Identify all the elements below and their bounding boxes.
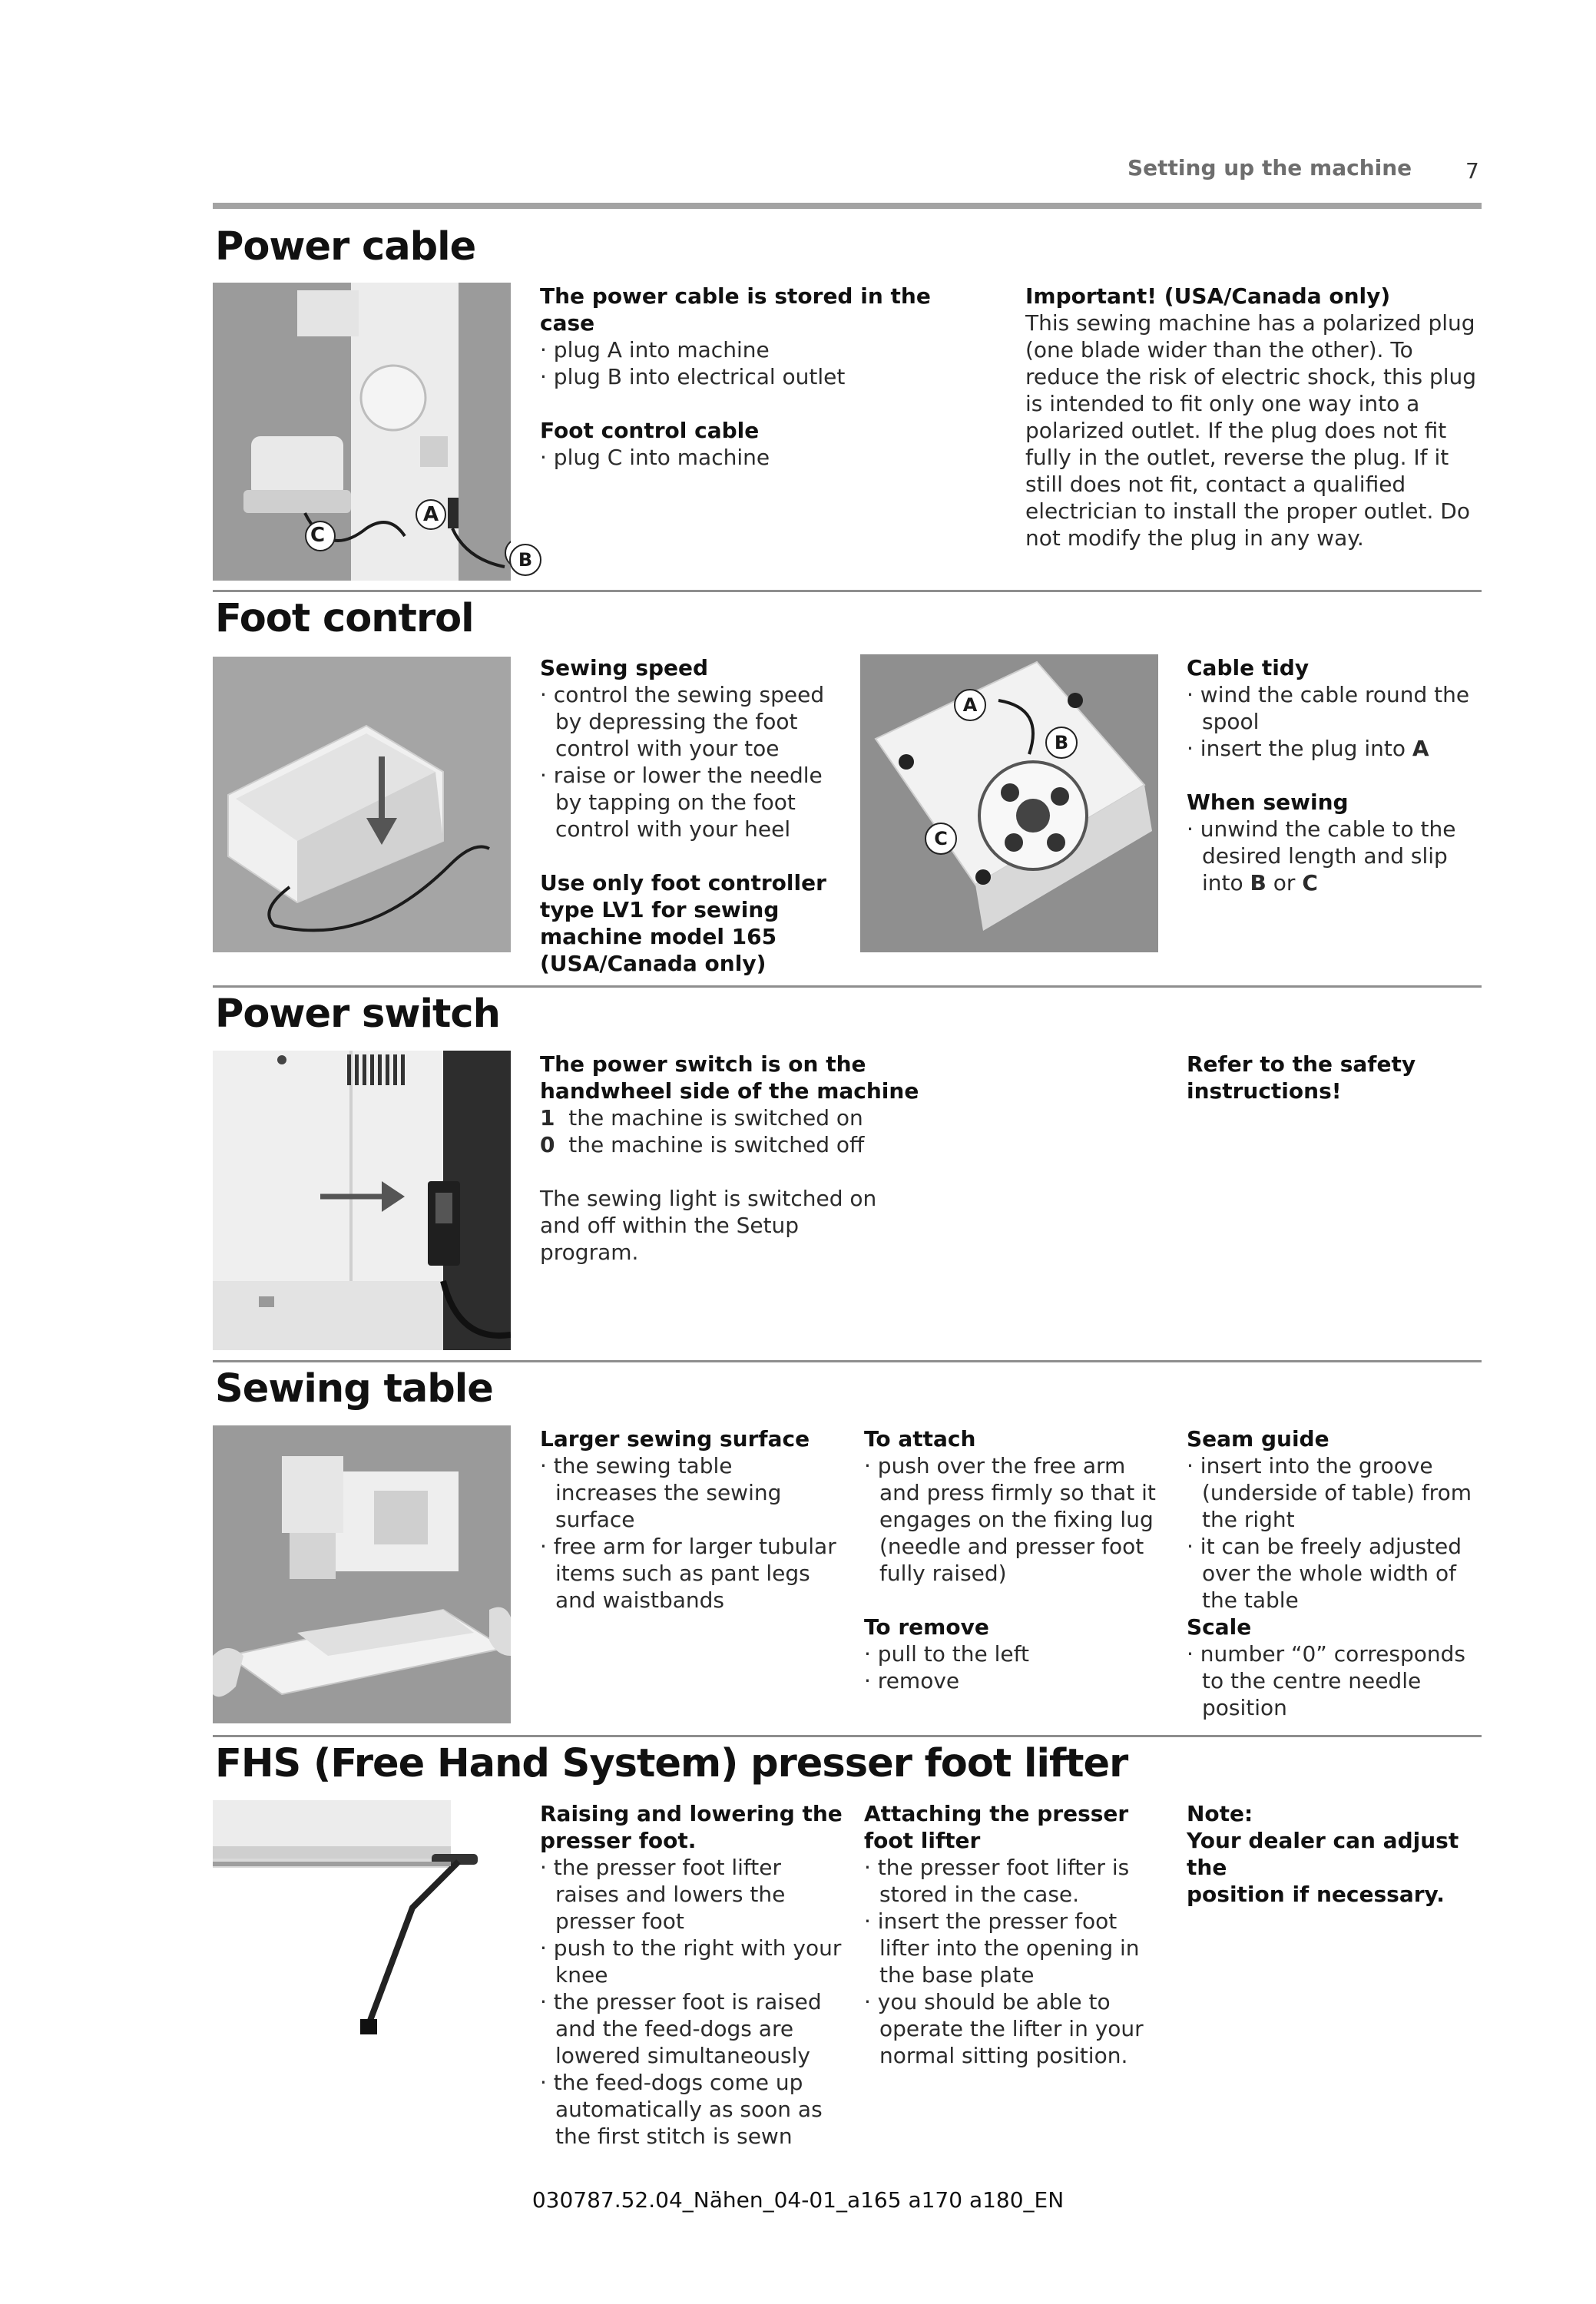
plug-a-label: A bbox=[1412, 736, 1429, 761]
sewing-speed bbox=[540, 654, 839, 977]
text-line: still does not fit, contact a qualified bbox=[1025, 472, 1406, 497]
section-title-foot-control: Foot control bbox=[215, 596, 474, 641]
fhs-photo bbox=[213, 1800, 511, 2035]
foot-cable-heading: Foot control cable bbox=[540, 418, 760, 443]
use-only-line: (USA/Canada only) bbox=[540, 951, 767, 976]
item-text: · unwind the cable to the desired length and slip into bbox=[1187, 816, 1456, 895]
note-line: Your dealer can adjust the bbox=[1187, 1828, 1459, 1880]
list-item: · wind the cable round the spool bbox=[1187, 682, 1470, 734]
list-item: · the feed-dogs come up automatically as soon as the first stitch is sewn bbox=[540, 2070, 823, 2149]
photo-label-c: C bbox=[310, 524, 326, 547]
photo-label-a: A bbox=[423, 503, 439, 526]
state-number: 0 bbox=[540, 1132, 555, 1157]
text-line: not modify the plug in any way. bbox=[1025, 525, 1364, 551]
list-item: · pull to the left bbox=[864, 1641, 1029, 1667]
switch-heading-line: handwheel side of the machine bbox=[540, 1078, 919, 1104]
safety-note bbox=[1187, 1051, 1486, 1104]
photo-label-c: C bbox=[925, 823, 957, 855]
power-cable-photo bbox=[213, 283, 511, 581]
when-sewing-heading: When sewing bbox=[1187, 790, 1349, 815]
safety-line: instructions! bbox=[1187, 1078, 1342, 1104]
list-item: · control the sewing speed by depressing the foot control with your toe bbox=[540, 682, 825, 761]
note-heading: Note: bbox=[1187, 1801, 1253, 1826]
list-item: · plug C into machine bbox=[540, 445, 770, 470]
list-item: · you should be able to operate the lifter in your normal sitting position. bbox=[864, 1989, 1144, 2068]
list-item: · remove bbox=[864, 1668, 960, 1693]
section-divider bbox=[213, 1360, 1482, 1362]
list-item: · plug B into electrical outlet bbox=[540, 364, 846, 389]
important-heading: Important! (USA/Canada only) bbox=[1025, 283, 1391, 309]
text-line: (one blade wider than the other). To bbox=[1025, 337, 1413, 362]
foot-control-photo bbox=[213, 657, 511, 952]
cable-tidy bbox=[1187, 654, 1486, 896]
page-number: 7 bbox=[1465, 158, 1479, 184]
list-item bbox=[1187, 816, 1486, 896]
switch-state-off bbox=[540, 1131, 939, 1158]
sewing-light-note: The sewing light is switched on and off within the Setup program. bbox=[540, 1186, 877, 1265]
list-item: · push over the free arm and press firmly so that it engages on the fixing lug (needle and presser foot fully raised) bbox=[864, 1453, 1156, 1586]
raising-heading-line: Raising and lowering the bbox=[540, 1801, 843, 1826]
text-line: reduce the risk of electric shock, this plug bbox=[1025, 364, 1477, 389]
photo-label-b: B bbox=[1045, 727, 1078, 759]
state-number: 1 bbox=[540, 1105, 555, 1130]
important-notice bbox=[1025, 283, 1486, 551]
power-switch-illustration bbox=[213, 1051, 511, 1350]
list-item: · free arm for larger tubular items such as pant legs and waistbands bbox=[540, 1534, 836, 1613]
raising-lowering bbox=[540, 1800, 847, 2150]
raising-heading-line: presser foot. bbox=[540, 1828, 697, 1853]
list-item: · the sewing table increases the sewing surface bbox=[540, 1453, 782, 1532]
header-rule bbox=[213, 203, 1482, 209]
sewing-table-illustration bbox=[213, 1425, 511, 1723]
running-header: Setting up the machine bbox=[1127, 155, 1412, 180]
list-item: · push to the right with your knee bbox=[540, 1935, 842, 1988]
text-line: fully in the outlet, reverse the plug. If it bbox=[1025, 445, 1449, 470]
larger-heading: Larger sewing surface bbox=[540, 1426, 810, 1452]
list-item: · raise or lower the needle by tapping on the foot control with your heel bbox=[540, 763, 823, 842]
list-item: · number “0” corresponds to the centre needle position bbox=[1187, 1641, 1465, 1720]
remove-heading: To remove bbox=[864, 1614, 989, 1640]
power-cable-storage bbox=[540, 283, 939, 471]
foot-control-illustration bbox=[213, 657, 511, 952]
list-item: · the presser foot is raised and the feed-dogs are lowered simultaneously bbox=[540, 1989, 822, 2068]
section-title-fhs: FHS (Free Hand System) presser foot lifter bbox=[215, 1741, 1128, 1786]
section-title-power-cable: Power cable bbox=[215, 224, 476, 270]
state-text: the machine is switched on bbox=[568, 1105, 863, 1130]
section-title-sewing-table: Sewing table bbox=[215, 1366, 493, 1412]
attach-remove bbox=[864, 1425, 1164, 1694]
seam-guide bbox=[1187, 1425, 1486, 1721]
list-item: · the presser foot lifter raises and lowers the presser foot bbox=[540, 1855, 786, 1934]
switch-state-on bbox=[540, 1104, 939, 1131]
cable-tidy-heading: Cable tidy bbox=[1187, 655, 1310, 680]
text-line: electrician to install the proper outlet. Do bbox=[1025, 498, 1470, 524]
dealer-note bbox=[1187, 1800, 1486, 1908]
cable-tidy-illustration bbox=[860, 654, 1158, 952]
list-item bbox=[1187, 735, 1486, 762]
use-only-line: type LV1 for sewing bbox=[540, 897, 780, 922]
text-line: is intended to fit only one way into a bbox=[1025, 391, 1420, 416]
switch-heading-line: The power switch is on the bbox=[540, 1051, 866, 1077]
photo-label-a: A bbox=[954, 689, 986, 721]
seam-guide-heading: Seam guide bbox=[1187, 1426, 1329, 1452]
text-line: polarized outlet. If the plug does not fit bbox=[1025, 418, 1447, 443]
cable-tidy-photo bbox=[860, 654, 1158, 952]
plug-c-label: C bbox=[1302, 870, 1318, 895]
note-line: position if necessary. bbox=[1187, 1882, 1445, 1907]
storage-heading: The power cable is stored in the case bbox=[540, 283, 931, 336]
list-item: · the presser foot lifter is stored in the case. bbox=[864, 1855, 1130, 1907]
list-item: · it can be freely adjusted over the whole width of the table bbox=[1187, 1534, 1462, 1613]
item-text: or bbox=[1266, 870, 1303, 895]
power-switch-info bbox=[540, 1051, 939, 1266]
list-item: · plug A into machine bbox=[540, 337, 770, 362]
section-divider bbox=[213, 985, 1482, 988]
fhs-illustration bbox=[213, 1800, 511, 2035]
use-only-line: Use only foot controller bbox=[540, 870, 826, 895]
power-cable-illustration bbox=[213, 283, 511, 581]
attach-heading: To attach bbox=[864, 1426, 976, 1452]
list-item: · insert the presser foot lifter into the opening in the base plate bbox=[864, 1908, 1140, 1988]
section-divider bbox=[213, 590, 1482, 592]
sewing-table-photo bbox=[213, 1425, 511, 1723]
power-switch-photo bbox=[213, 1051, 511, 1350]
attaching-lifter bbox=[864, 1800, 1171, 2069]
attaching-heading-line: Attaching the presser bbox=[864, 1801, 1129, 1826]
safety-line: Refer to the safety bbox=[1187, 1051, 1416, 1077]
section-divider bbox=[213, 1735, 1482, 1737]
attaching-heading-line: foot lifter bbox=[864, 1828, 981, 1853]
plug-b-label: B bbox=[1250, 870, 1267, 895]
text-line: This sewing machine has a polarized plug bbox=[1025, 310, 1475, 336]
larger-surface bbox=[540, 1425, 839, 1614]
document-code: 030787.52.04_Nähen_04-01_a165 a170 a180_EN bbox=[531, 2187, 1065, 2213]
scale-heading: Scale bbox=[1187, 1614, 1252, 1640]
item-text: · insert the plug into bbox=[1187, 736, 1412, 761]
use-only-line: machine model 165 bbox=[540, 924, 777, 949]
speed-heading: Sewing speed bbox=[540, 655, 709, 680]
state-text: the machine is switched off bbox=[568, 1132, 865, 1157]
list-item: · insert into the groove (underside of table) from the right bbox=[1187, 1453, 1472, 1532]
photo-label-b: B bbox=[509, 544, 541, 576]
section-title-power-switch: Power switch bbox=[215, 991, 500, 1037]
